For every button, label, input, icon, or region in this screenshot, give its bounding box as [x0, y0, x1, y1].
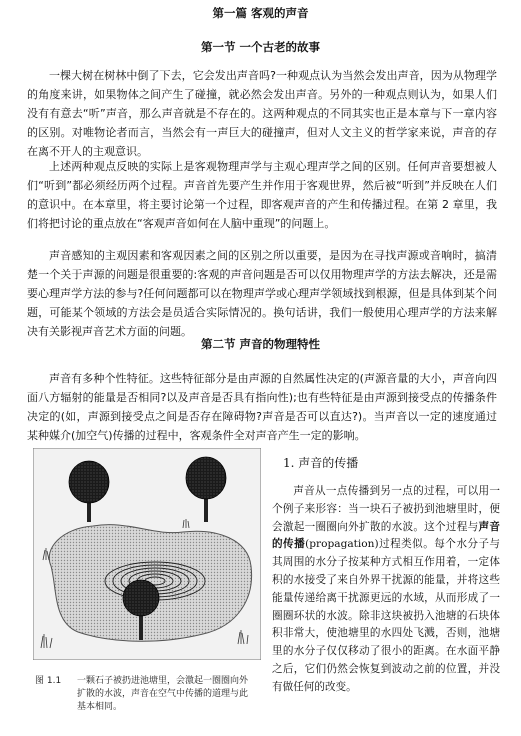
section2-title: 第二节 声音的物理特性	[200, 337, 320, 351]
section1-paragraph-3: 声音感知的主观因素和客观因素之间的区别之所以重要，是因为在寻找声源或音响时，搞清楚一个关于声源的问题是很重要的:客观的声音问题是否可以仅用物理声学的方法去解决，还是需要心理声学方法的参与?任何问题都可以在物理声学或心理声学领域找到根源，但是具体到某个问题，可能某个领域的方法会是员适合实际情况的。换句话讲，我们一般使用心理声学的方法来解决有关影视声音艺术方面的问题。	[27, 249, 497, 338]
body-text-before: 声音从一点传播到另一点的过程，可以用一个例子来形容：当一块石子被扔到池塘里时，便会激起一圈圈向外扩散的水波。这个过程与	[272, 485, 500, 533]
section1-title: 第一节 一个古老的故事	[200, 40, 320, 54]
figure-caption-text: 一颗石子被扔进池塘里，会激起一圈圈向外扩散的水波，声音在空气中传播的道理与此基本相同。	[77, 676, 249, 712]
chapter-title: 第一篇 客观的声音	[212, 6, 309, 20]
term-sound-propagation: 声音的传播	[272, 520, 501, 551]
figure-caption	[35, 675, 255, 714]
pond-ripple-illustration	[33, 448, 261, 660]
section1-paragraph-2: 上述两种观点反映的实际上是客观物理声学与主观心理声学之间的区别。任何声音要想被人们“听到”都必须经历两个过程。声音首先要产生并作用于客观世界，然后被“听到”并反映在人们的意识中。在本章里，将主要讨论第一个过程，即客观声音的产生和传播过程。在第 2 章里，我们将把讨论的重点放在“客观声音如何在人脑中重现”的问题上。	[27, 160, 497, 230]
section2-paragraph-1: 声音有多种个性特征。这些特征部分是由声源的自然属性决定的(声源音量的大小，声音向四面八方辐射的能量是否相同?以及声音是否具有指向性);也有些特征是由声源到接受点的传播条件决定的(如，声源到接受点之间是否存在障碍物?声音是否可以直达?)。当声音以一定的速度通过某种媒介(加空气)传播的过程中，客观条件全对声音产生一定的影响。	[27, 372, 497, 442]
figure-number: 图 1.1	[35, 676, 62, 686]
subsection-body	[272, 483, 500, 697]
subsection-title: 1. 声音的传播	[283, 456, 359, 470]
section1-paragraph-1: 一棵大树在树林中倒了下去，它会发出声音吗?一种观点认为当然会发出声音，因为从物理学的角度来讲，如果物体之间产生了碰撞，就必然会发出声音。另外的一种观点则认为，如果人们没有有意去“听”声音，那么声音就是不存在的。这两种观点的不同其实也正是本章与下一章内容的区别。对唯物论者而言，当然会有一声巨大的碰撞声，但对人文主义的哲学家来说，声音的存在离不开人的主观意识。	[27, 69, 497, 158]
body-text-after: (propagation)过程类似。每个水分子与其周围的水分子按某种方式相互作用着，一定体积的水接受了来自外界干扰源的能量，并将这些能量传递给离干扰源更远的水域，从而形成了一圈圈环状的水波。除非这块被扔入池塘的石块体积非常大，使池塘里的水四处飞溅，否则，池塘里的水分子仅仅移动了很小的距离。在水面平静之后，它们仍然会恢复到波动之前的位置，并没有做任何的改变。	[272, 538, 501, 693]
